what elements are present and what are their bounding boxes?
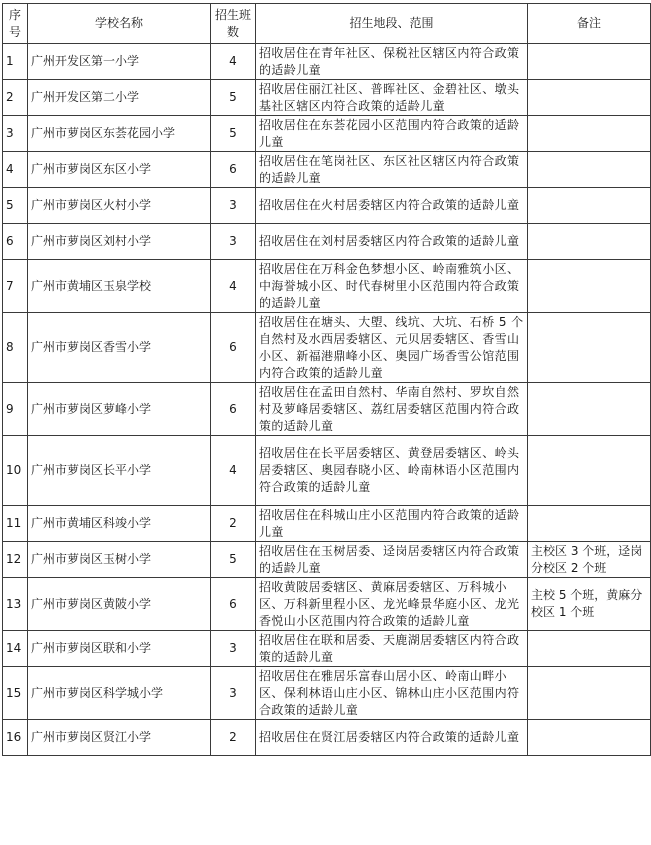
table-row (3, 116, 651, 152)
cell-seq: 2 (3, 80, 28, 116)
cell-seq: 3 (3, 116, 28, 152)
cell-school-name: 广州开发区第二小学 (28, 80, 211, 116)
cell-seq: 14 (3, 631, 28, 667)
cell-classes: 6 (211, 152, 256, 188)
cell-seq: 7 (3, 260, 28, 313)
cell-note: 主校 5 个班，黄麻分校区 1 个班 (528, 578, 651, 631)
cell-classes: 6 (211, 578, 256, 631)
header-range: 招生地段、范围 (256, 4, 528, 44)
cell-classes: 6 (211, 313, 256, 383)
cell-seq: 13 (3, 578, 28, 631)
table-row (3, 224, 651, 260)
cell-note (528, 80, 651, 116)
cell-classes: 3 (211, 631, 256, 667)
cell-classes: 4 (211, 436, 256, 506)
cell-classes: 5 (211, 116, 256, 152)
cell-range: 招收居住在孟田自然村、华南自然村、罗坎自然村及萝峰居委辖区、荔红居委辖区范围内符合政策的适龄儿童 (256, 383, 528, 436)
cell-note: 主校区 3 个班，迳岗分校区 2 个班 (528, 542, 651, 578)
cell-range: 招收居住在刘村居委辖区内符合政策的适龄儿童 (256, 224, 528, 260)
cell-classes: 2 (211, 720, 256, 756)
header-row (3, 4, 651, 44)
cell-range: 招收居住在雅居乐富春山居小区、岭南山畔小区、保利林语山庄小区、锦林山庄小区范围内符合政策的适龄儿童 (256, 667, 528, 720)
cell-range: 招收居住在笔岗社区、东区社区辖区内符合政策的适龄儿童 (256, 152, 528, 188)
cell-range: 招收居住在火村居委辖区内符合政策的适龄儿童 (256, 188, 528, 224)
cell-note (528, 152, 651, 188)
cell-classes: 4 (211, 44, 256, 80)
table-row (3, 80, 651, 116)
cell-range: 招收居住在东荟花园小区范围内符合政策的适龄儿童 (256, 116, 528, 152)
cell-range: 招收黄陂居委辖区、黄麻居委辖区、万科城小区、万科新里程小区、龙光峰景华庭小区、龙光香悦山小区范围内符合政策的适龄儿童 (256, 578, 528, 631)
cell-classes: 3 (211, 224, 256, 260)
cell-range: 招收居住在万科金色梦想小区、岭南雅筑小区、中海誉城小区、时代春树里小区范围内符合政策的适龄儿童 (256, 260, 528, 313)
header-classes: 招生班数 (211, 4, 256, 44)
cell-school-name: 广州市黄埔区玉泉学校 (28, 260, 211, 313)
cell-school-name: 广州市黄埔区科竣小学 (28, 506, 211, 542)
cell-school-name: 广州市萝岗区刘村小学 (28, 224, 211, 260)
cell-note (528, 188, 651, 224)
table-row (3, 188, 651, 224)
cell-school-name: 广州市萝岗区东区小学 (28, 152, 211, 188)
cell-seq: 5 (3, 188, 28, 224)
cell-note (528, 383, 651, 436)
cell-seq: 12 (3, 542, 28, 578)
cell-note (528, 436, 651, 506)
cell-range: 招收居住在贤江居委辖区内符合政策的适龄儿童 (256, 720, 528, 756)
cell-note (528, 667, 651, 720)
table-body (3, 44, 651, 756)
cell-school-name: 广州市萝岗区长平小学 (28, 436, 211, 506)
cell-note (528, 720, 651, 756)
cell-seq: 16 (3, 720, 28, 756)
table-row (3, 436, 651, 506)
cell-seq: 8 (3, 313, 28, 383)
cell-range: 招收居住在玉树居委、迳岗居委辖区内符合政策的适龄儿童 (256, 542, 528, 578)
cell-seq: 6 (3, 224, 28, 260)
cell-note (528, 506, 651, 542)
cell-seq: 11 (3, 506, 28, 542)
table-row (3, 720, 651, 756)
table-row (3, 383, 651, 436)
cell-seq: 1 (3, 44, 28, 80)
cell-school-name: 广州市萝岗区东荟花园小学 (28, 116, 211, 152)
header-note: 备注 (528, 4, 651, 44)
table-row (3, 631, 651, 667)
cell-note (528, 260, 651, 313)
cell-classes: 5 (211, 542, 256, 578)
table-row (3, 313, 651, 383)
cell-seq: 9 (3, 383, 28, 436)
cell-school-name: 广州市萝岗区萝峰小学 (28, 383, 211, 436)
cell-note (528, 224, 651, 260)
cell-school-name: 广州市萝岗区玉树小学 (28, 542, 211, 578)
cell-school-name: 广州市萝岗区香雪小学 (28, 313, 211, 383)
cell-classes: 6 (211, 383, 256, 436)
cell-range: 招收居住在长平居委辖区、黄登居委辖区、岭头居委辖区、奥园春晓小区、岭南林语小区范围内符合政策的适龄儿童 (256, 436, 528, 506)
cell-classes: 3 (211, 667, 256, 720)
cell-classes: 4 (211, 260, 256, 313)
cell-school-name: 广州市萝岗区黄陂小学 (28, 578, 211, 631)
cell-school-name: 广州市萝岗区贤江小学 (28, 720, 211, 756)
cell-classes: 2 (211, 506, 256, 542)
cell-note (528, 44, 651, 80)
cell-seq: 4 (3, 152, 28, 188)
header-seq: 序号 (3, 4, 28, 44)
table-row (3, 152, 651, 188)
header-school-name: 学校名称 (28, 4, 211, 44)
table-row (3, 44, 651, 80)
table-row (3, 260, 651, 313)
table-row (3, 506, 651, 542)
cell-seq: 10 (3, 436, 28, 506)
cell-note (528, 116, 651, 152)
cell-range: 招收居住在青年社区、保税社区辖区内符合政策的适龄儿童 (256, 44, 528, 80)
cell-school-name: 广州开发区第一小学 (28, 44, 211, 80)
cell-school-name: 广州市萝岗区联和小学 (28, 631, 211, 667)
cell-range: 招收居住丽江社区、普晖社区、金碧社区、墩头基社区辖区内符合政策的适龄儿童 (256, 80, 528, 116)
cell-note (528, 313, 651, 383)
cell-range: 招收居住在联和居委、天鹿湖居委辖区内符合政策的适龄儿童 (256, 631, 528, 667)
cell-note (528, 631, 651, 667)
cell-seq: 15 (3, 667, 28, 720)
table-row (3, 542, 651, 578)
school-enrollment-table (2, 3, 651, 756)
cell-school-name: 广州市萝岗区火村小学 (28, 188, 211, 224)
cell-classes: 3 (211, 188, 256, 224)
table-row (3, 667, 651, 720)
cell-school-name: 广州市萝岗区科学城小学 (28, 667, 211, 720)
cell-classes: 5 (211, 80, 256, 116)
cell-range: 招收居住在塘头、大塱、线坑、大坑、石桥 5 个自然村及水西居委辖区、元贝居委辖区、香雪山小区、新福港鼎峰小区、奥园广场香雪公馆范围内符合政策的适龄儿童 (256, 313, 528, 383)
table-row (3, 578, 651, 631)
cell-range: 招收居住在科城山庄小区范围内符合政策的适龄儿童 (256, 506, 528, 542)
